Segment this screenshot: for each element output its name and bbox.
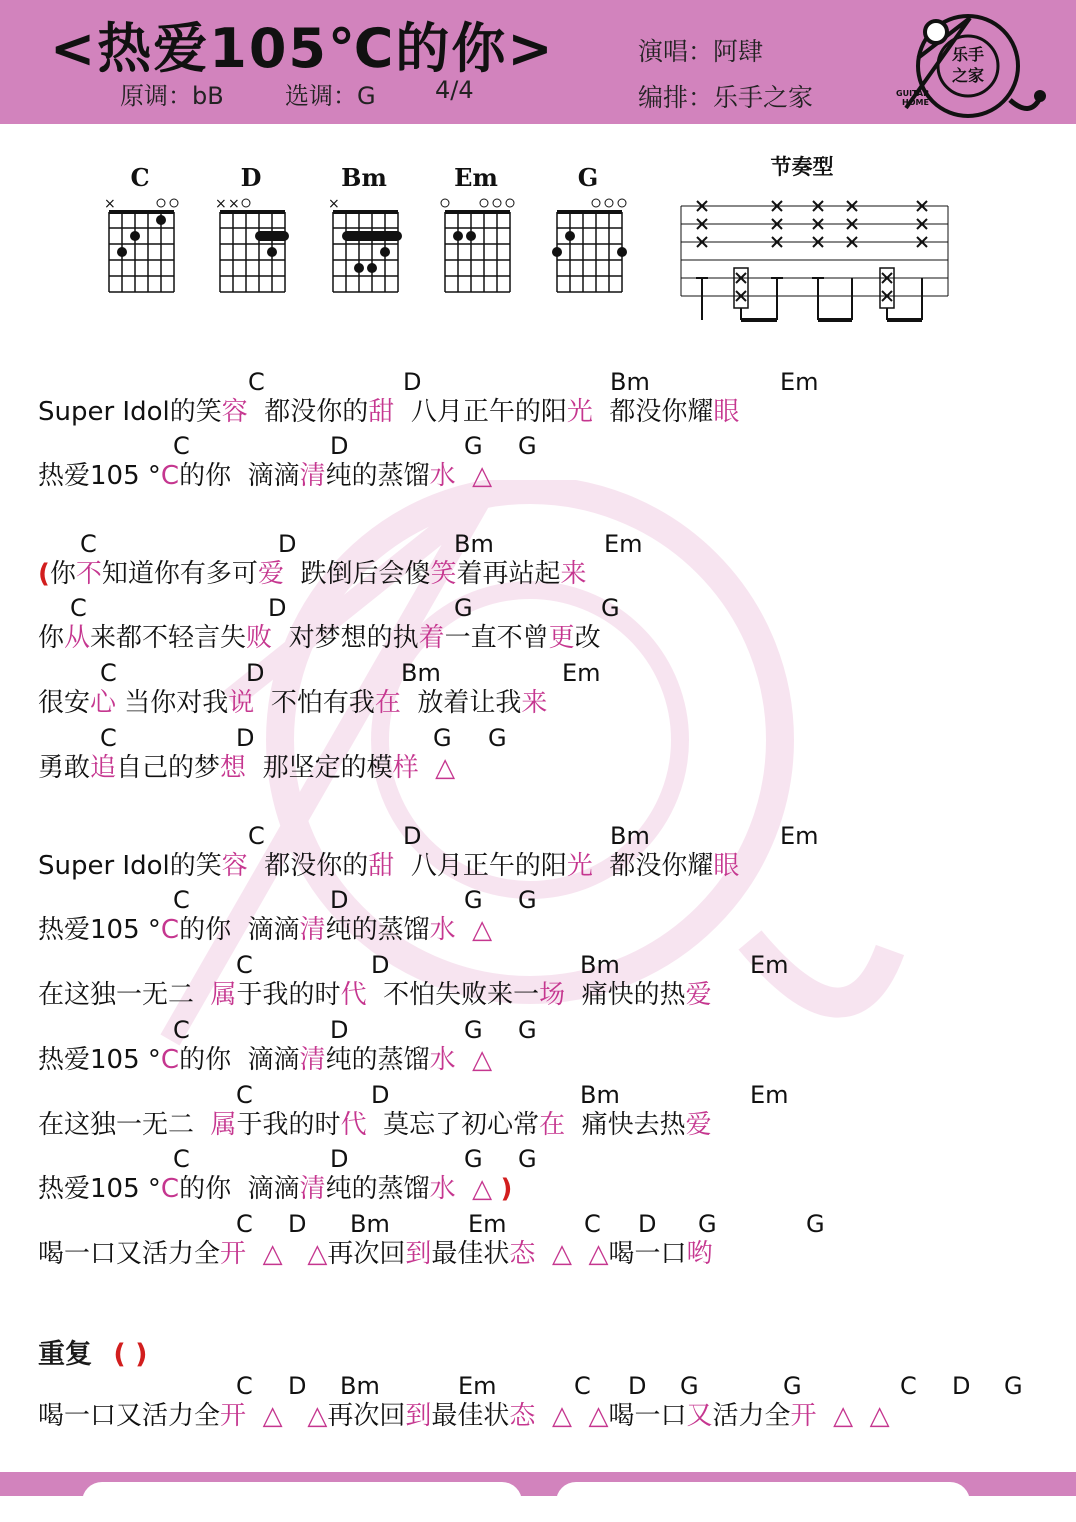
footer-pill-right [556, 1482, 970, 1522]
chord-label: Bm [580, 1081, 620, 1109]
chord-label: G [464, 432, 483, 460]
chord-label: C [173, 1016, 190, 1044]
chord-label: G [698, 1210, 717, 1238]
chord-label: C [584, 1210, 601, 1238]
svg-text:乐手: 乐手 [952, 45, 985, 64]
chord-label: G [783, 1372, 802, 1400]
chord-label: G [518, 432, 537, 460]
chord-label: Em [750, 951, 789, 979]
chord-label: C [100, 659, 117, 687]
lyric-line: 在这独一无二 属于我的时代 不怕失败来一场 痛快的热爱 [38, 980, 712, 1010]
lyric-line: 喝一口又活力全开 △ △再次回到最佳状态 △ △喝一口又活力全开 △ △ [38, 1401, 890, 1431]
chord-label: D [628, 1372, 647, 1400]
chord-label: C [236, 1372, 253, 1400]
chord-label: C [70, 594, 87, 622]
lyric-line: 热爱105 °C的你 滴滴清纯的蒸馏水 △ ) [38, 1174, 513, 1204]
footer-pill-left [82, 1482, 522, 1522]
chord-label: Em [780, 822, 819, 850]
chord-label: Bm [340, 1372, 380, 1400]
chord-label: D [236, 724, 255, 752]
chord-label: Em [604, 530, 643, 558]
chord-label: D [330, 886, 349, 914]
repeat-parens: ( ) [113, 1339, 148, 1370]
lyric-line: 很安心 当你对我说 不怕有我在 放着让我来 [38, 688, 548, 718]
lyric-line: Super Idol的笑容 都没你的甜 八月正午的阳光 都没你耀眼 [38, 397, 740, 427]
rhythm-title: 节奏型 [770, 155, 834, 179]
chord-label: Bm [580, 951, 620, 979]
chord-label: Em [562, 659, 601, 687]
svg-text:之家: 之家 [952, 66, 985, 85]
chord-label: C [574, 1372, 591, 1400]
chord-label: D [638, 1210, 657, 1238]
chord-name-Bm: Bm [341, 163, 387, 192]
arranger: 编排：乐手之家 [638, 83, 814, 112]
guitar-home-logo-icon [890, 8, 1050, 118]
header-banner [0, 0, 1076, 124]
original-key: 原调：bB [120, 82, 224, 110]
chord-label: D [403, 822, 422, 850]
chord-name-D: D [240, 163, 262, 192]
chord-label: G [464, 886, 483, 914]
chord-label: D [371, 951, 390, 979]
chord-label: D [403, 368, 422, 396]
selected-key: 选调：G [285, 82, 376, 110]
chord-label: C [236, 1081, 253, 1109]
chord-label: G [464, 1016, 483, 1044]
chord-label: Em [780, 368, 819, 396]
svg-text:×: × [104, 196, 116, 212]
chord-label: Bm [401, 659, 441, 687]
chord-label: D [371, 1081, 390, 1109]
chord-label: G [518, 886, 537, 914]
chord-label: G [806, 1210, 825, 1238]
lyric-line: 热爱105 °C的你 滴滴清纯的蒸馏水 △ [38, 461, 493, 491]
chord-label: C [236, 1210, 253, 1238]
chord-label: Bm [610, 822, 650, 850]
svg-text:HOME: HOME [902, 98, 929, 107]
chord-label: D [330, 1016, 349, 1044]
chord-label: C [248, 368, 265, 396]
lyric-line: 热爱105 °C的你 滴滴清纯的蒸馏水 △ [38, 915, 493, 945]
chord-label: Em [750, 1081, 789, 1109]
svg-text:×: × [328, 196, 340, 212]
lyric-line: 你从来都不轻言失败 对梦想的执着一直不曾更改 [38, 623, 601, 653]
chord-label: D [288, 1210, 307, 1238]
chord-label: Bm [454, 530, 494, 558]
singer: 演唱：阿肆 [638, 37, 764, 66]
lyric-line: Super Idol的笑容 都没你的甜 八月正午的阳光 都没你耀眼 [38, 851, 740, 881]
chord-label: D [330, 432, 349, 460]
chord-label: Em [468, 1210, 507, 1238]
chord-label: G [1004, 1372, 1023, 1400]
chord-diagrams [95, 160, 655, 310]
svg-text:GUITAR: GUITAR [896, 89, 930, 98]
chord-label: D [268, 594, 287, 622]
chord-label: Bm [610, 368, 650, 396]
chord-label: D [952, 1372, 971, 1400]
chord-label: C [236, 951, 253, 979]
chord-label: C [173, 1145, 190, 1173]
lyric-line: 在这独一无二 属于我的时代 莫忘了初心常在 痛快去热爱 [38, 1110, 712, 1140]
chord-label: G [454, 594, 473, 622]
chord-label: C [900, 1372, 917, 1400]
chord-label: G [464, 1145, 483, 1173]
lyric-line: (你不知道你有多可爱 跌倒后会傻笑着再站起来 [38, 559, 587, 589]
lyric-line: 喝一口又活力全开 △ △再次回到最佳状态 △ △喝一口哟 [38, 1239, 713, 1269]
song-title: <热爱105℃的你> [50, 17, 555, 80]
repeat-marker [38, 1332, 148, 1371]
chord-label: D [278, 530, 297, 558]
chord-label: Em [458, 1372, 497, 1400]
chord-label: G [518, 1145, 537, 1173]
chord-label: D [330, 1145, 349, 1173]
chord-label: G [518, 1016, 537, 1044]
repeat-label: 重复 [38, 1339, 92, 1370]
rhythm-pattern [676, 150, 956, 330]
chord-label: C [248, 822, 265, 850]
chord-label: G [433, 724, 452, 752]
chord-label: D [288, 1372, 307, 1400]
chord-label: C [173, 432, 190, 460]
chord-label: G [601, 594, 620, 622]
lyric-line: 勇敢追自己的梦想 那坚定的模样 △ [38, 753, 456, 783]
chord-label: G [488, 724, 507, 752]
chord-label: C [100, 724, 117, 752]
chord-name-G: G [577, 163, 599, 192]
chord-label: D [246, 659, 265, 687]
chord-label: C [80, 530, 97, 558]
chord-label: G [680, 1372, 699, 1400]
chord-name-Em: Em [454, 163, 498, 192]
chord-label: Bm [350, 1210, 390, 1238]
svg-text:×: × [228, 196, 240, 212]
lyric-line: 热爱105 °C的你 滴滴清纯的蒸馏水 △ [38, 1045, 493, 1075]
chord-label: C [173, 886, 190, 914]
time-signature: 4/4 [435, 76, 474, 104]
svg-text:×: × [215, 196, 227, 212]
chord-name-C: C [130, 163, 150, 192]
